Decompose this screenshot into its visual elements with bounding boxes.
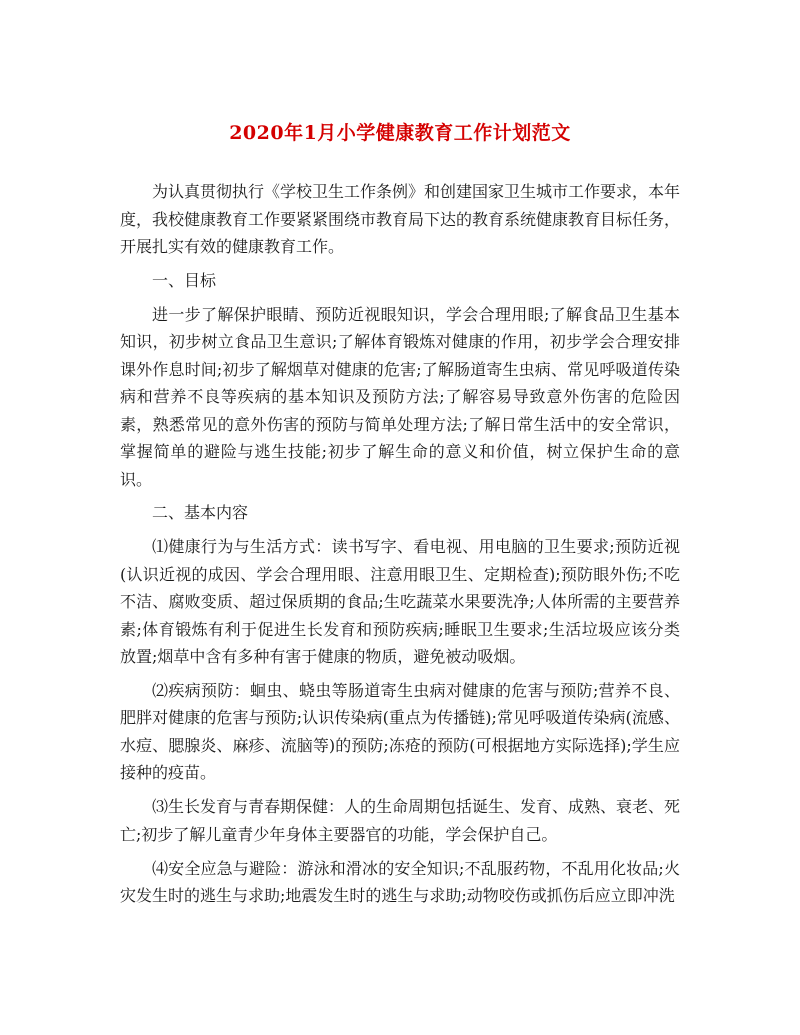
intro-paragraph: 为认真贯彻执行《学校卫生工作条例》和创建国家卫生城市工作要求，本年度，我校健康教育工作要紧紧围绕市教育局下达的教育系统健康教育目标任务，开展扎实有效的健康教育工作。 [120,182,681,256]
document-title: 2020年1月小学健康教育工作计划范文 [229,122,571,144]
section-heading-goals: 一、目标 [152,270,217,290]
goals-paragraph: 进一步了解保护眼睛、预防近视眼知识，学会合理用眼;了解食品卫生基本知识，初步树立食品卫生意识;了解体育锻炼对健康的作用，初步学会合理安排课外作息时间;初步了解烟草对健康的危害;了解肠道寄生虫病、常见呼吸道传染病和营养不良等疾病的基本知识及预防方法;了解容易导致意外伤害的危险因素，熟悉常见的意外伤害的预防与简单处理方法;了解日常生活中的安全常识，掌握简单的避险与逃生技能;初步了解生命的意义和价值，树立保护生命的意识。 [120,304,680,489]
content-item-disease-prevention: ⑵疾病预防：蛔虫、蛲虫等肠道寄生虫病对健康的危害与预防;营养不良、肥胖对健康的危害与预防;认识传染病(重点为传播链);常见呼吸道传染病(流感、水痘、腮腺炎、麻疹、流脑等)的预防;冻疮的预防(可根据地方实际选择);学生应接种的疫苗。 [120,680,680,783]
content-item-growth-development: ⑶生长发育与青春期保健：人的生命周期包括诞生、发育、成熟、衰老、死亡;初步了解儿童青少年身体主要器官的功能，学会保护自己。 [120,797,681,844]
content-item-safety-emergency: ⑷安全应急与避险：游泳和滑冰的安全知识;不乱服药物，不乱用化妆品;火灾发生时的逃生与求助;地震发生时的逃生与求助;动物咬伤或抓伤后应立即冲洗 [120,858,680,906]
section-heading-content: 二、基本内容 [152,503,249,523]
content-item-health-behavior: ⑴健康行为与生活方式：读书写字、看电视、用电脑的卫生要求;预防近视(认识近视的成因、学会合理用眼、注意用眼卫生、定期检查);预防眼外伤;不吃不洁、腐败变质、超过保质期的食品;生吃蔬菜水果要洗净;人体所需的主要营养素;体育锻炼有利于促进生长发育和预防疾病;睡眠卫生要求;生活垃圾应该分类放置;烟草中含有多种有害于健康的物质，避免被动吸烟。 [120,537,680,667]
document-body [120,178,680,916]
